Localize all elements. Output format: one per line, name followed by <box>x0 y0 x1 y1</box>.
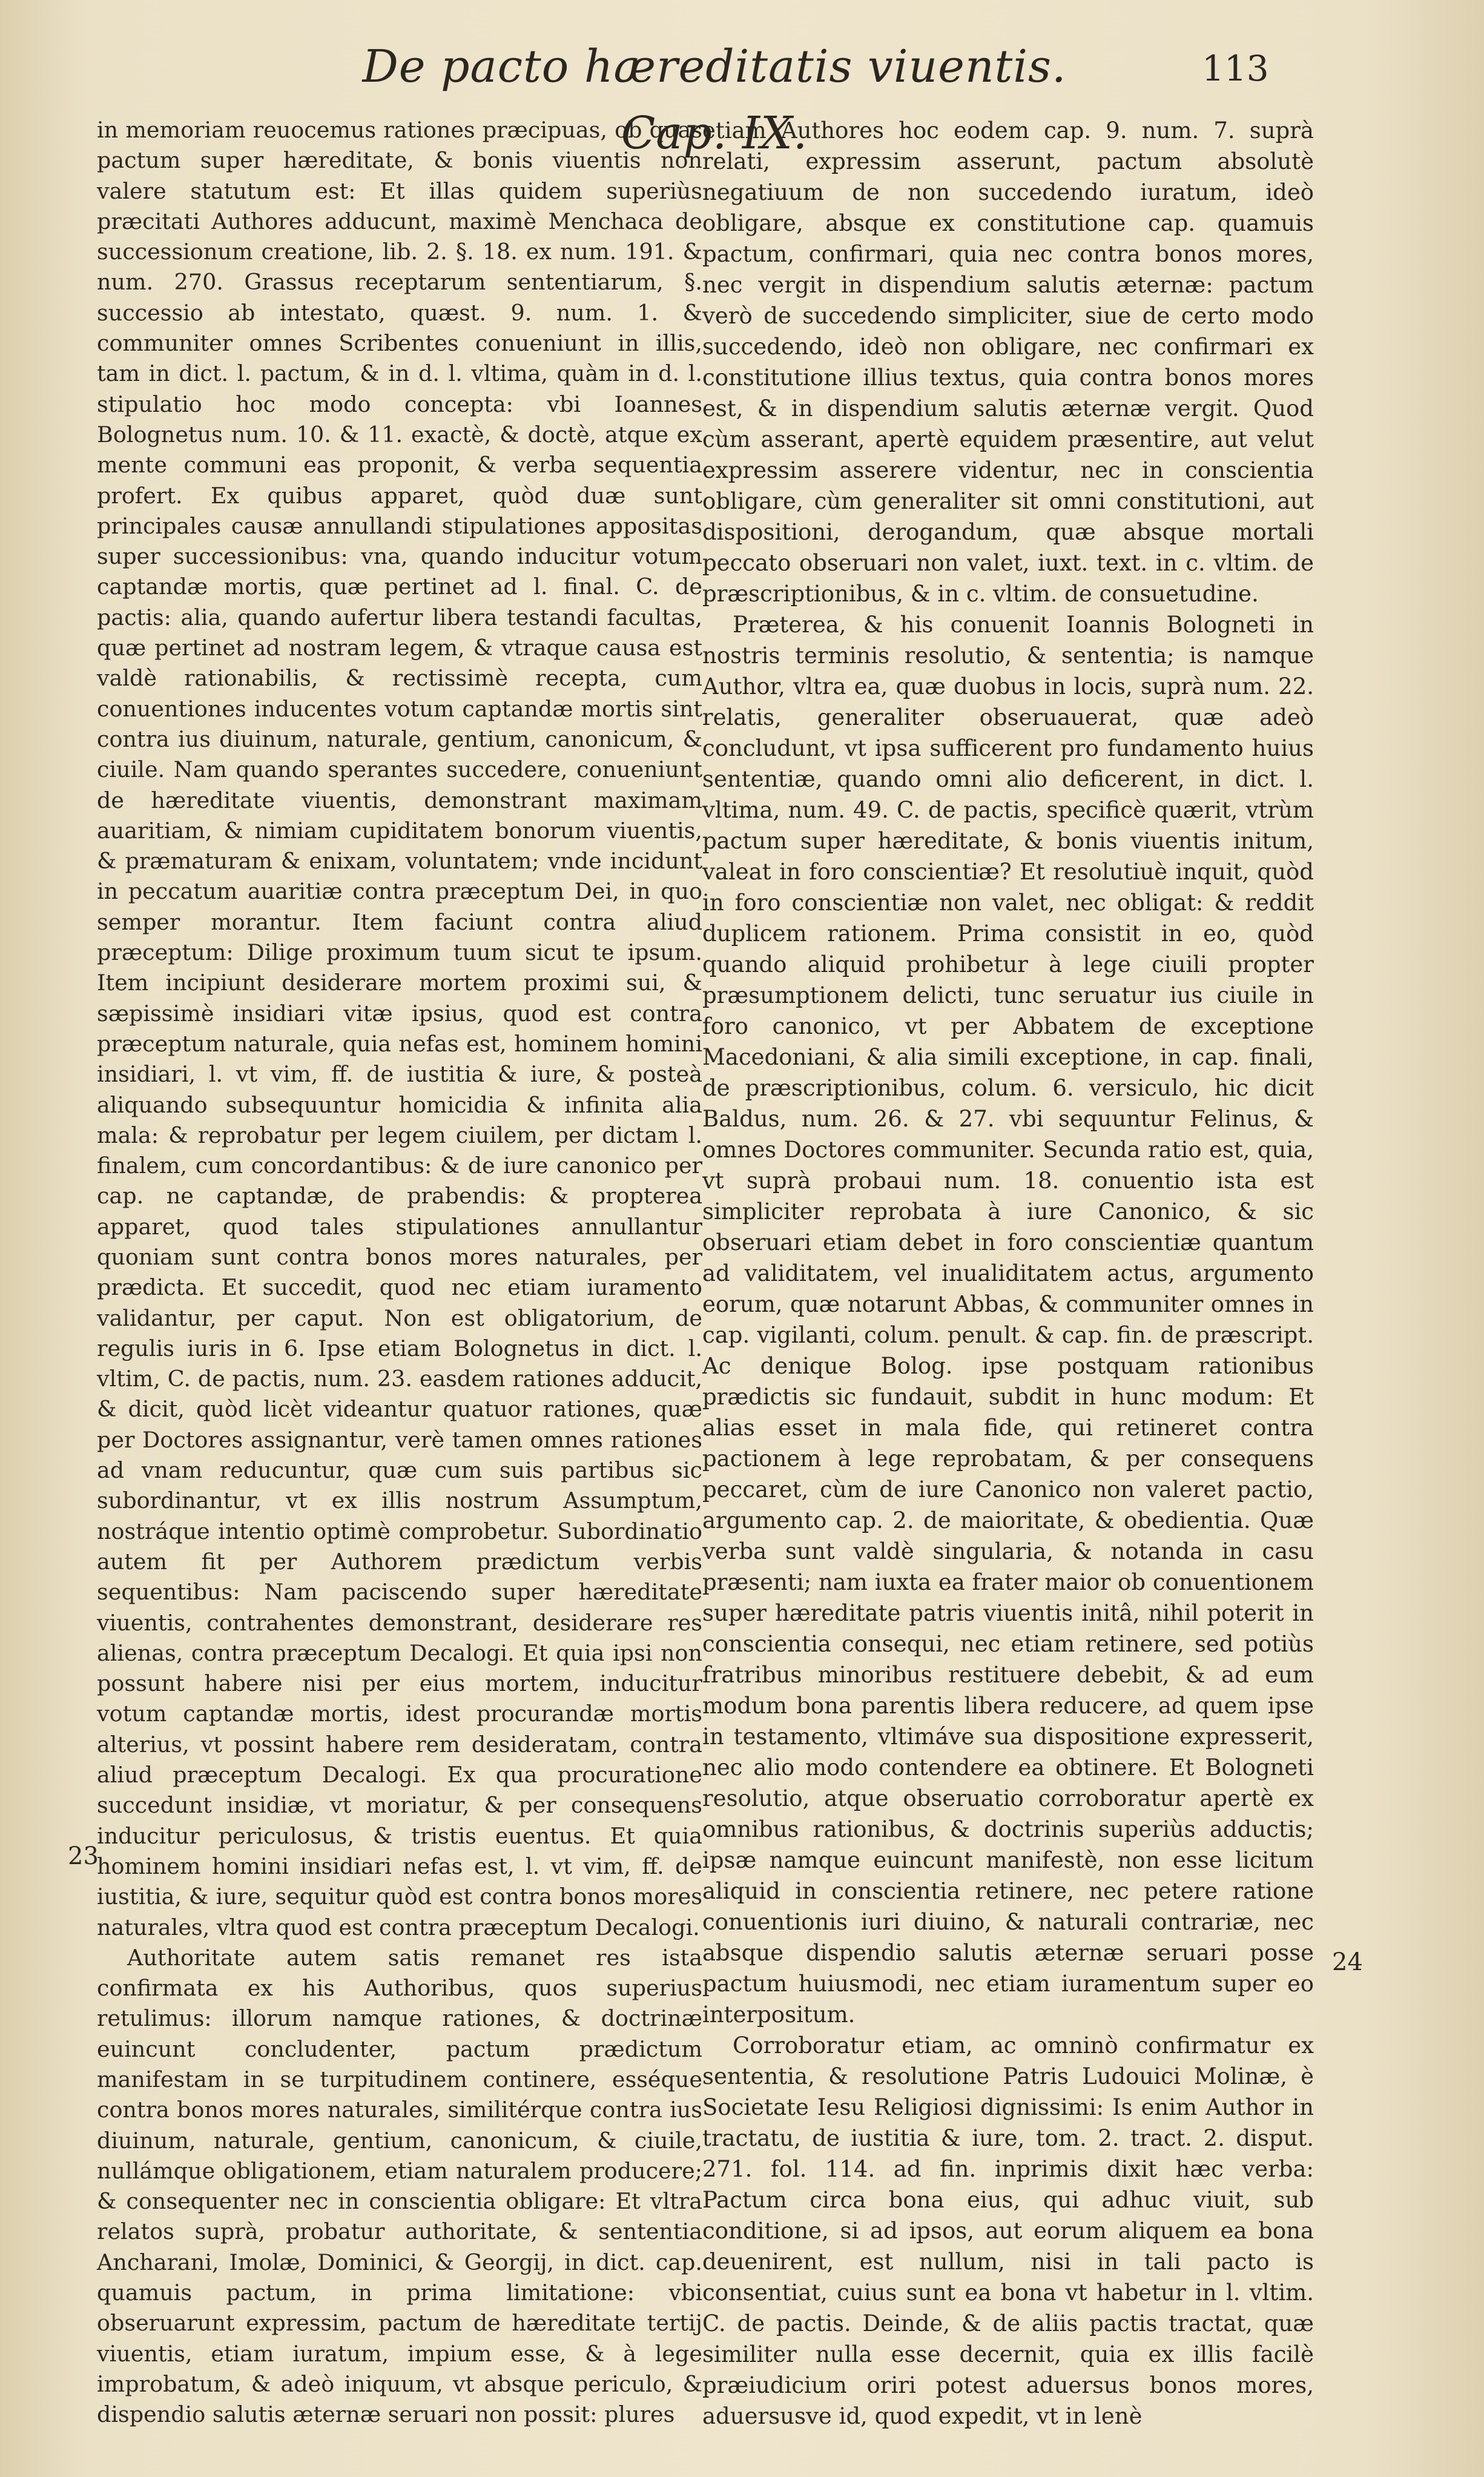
right-column <box>702 115 1314 2432</box>
page-header <box>0 33 1484 159</box>
margin-note-23: 23 <box>68 1842 99 1870</box>
right-paragraph-3: Corroboratur etiam, ac omninò confirmatur ex sententia, & resolutione Patris Ludouici Molinæ, è Societate Iesu Religiosi dignissimi: Is enim Author in tractatu, de iustitia & iure, tom. 2. tract. 2. disput. 271. fol. 114. ad fin. inprimis dixit hæc verba: Pactum circa bona eius, qui adhuc viuit, sub conditione, si ad ipsos, aut eorum aliquem ea bona deuenirent, est nullum, nisi in tali pacto is consentiat, cuius sunt ea bona vt habetur in l. vltim. C. de pactis. Deinde, & de aliis pactis tractat, quæ similiter nulla esse decernit, quia ex illis facilè præiudicium oriri potest aduersus bonos mores, aduersusve id, quod expedit, vt in lenè <box>702 2032 1314 2429</box>
page-number: 113 <box>1202 48 1269 89</box>
right-paragraph-1: etiam Authores hoc eodem cap. 9. num. 7. suprà relati, expressim asserunt, pactum absolutè negatiuum de non succedendo iuratum, ideò obligare, absque ex constitutione cap. quamuis pactum, confirmari, quia nec contra bonos mores, nec vergit in dispendium salutis æternæ: pactum verò de succedendo simpliciter, siue de certo modo succedendo, ideò non obligare, nec confirmari ex constitutione illius textus, quia contra bonos mores est, & in dispendium salutis æternæ vergit. Quod cùm asserant, apertè equidem præsentire, aut velut expressim asserere videntur, nec in conscientia obligare, cùm generaliter sit omni constitutioni, aut dispositioni, derogandum, quæ absque mortali peccato obseruari non valet, iuxt. text. in c. vltim. de præscriptionibus, & in c. vltim. de consuetudine. <box>702 117 1314 607</box>
right-paragraph-2: Præterea, & his conuenit Ioannis Bologneti in nostris terminis resolutio, & sententia; is namque Author, vltra ea, quæ duobus in locis, suprà num. 22. relatis, generaliter obseruauerat, quæ adeò concludunt, vt ipsa sufficerent pro fundamento huius sententiæ, quando omni alio deficerent, in dict. l. vltima, num. 49. C. de pactis, specificè quærit, vtrùm pactum super hæreditate, & bonis viuentis initum, valeat in foro conscientiæ? Et resolutiuè inquit, quòd in foro conscientiæ non valet, nec obligat: & reddit duplicem rationem. Prima consistit in eo, quòd quando aliquid prohibetur à lege ciuili propter præsumptionem delicti, tunc seruatur ius ciuile in foro canonico, vt per Abbatem de exceptione Macedoniani, & alia simili exceptione, in cap. finali, de præscriptionibus, colum. 6. versiculo, hic dicit Baldus, num. 26. & 27. vbi sequuntur Felinus, & omnes Doctores communiter. Secunda ratio est, quia, vt suprà probaui num. 18. conuentio ista est simpliciter reprobata à iure Canonico, & sic obseruari etiam debet in foro conscientiæ quantum ad validitatem, vel inualiditatem actus, argumento eorum, quæ notarunt Abbas, & communiter omnes in cap. vigilanti, colum. penult. & cap. fin. de præscript. Ac denique Bolog. ipse postquam rationibus prædictis sic fundauit, subdit in hunc modum: Et alias esset in mala fide, qui retineret contra pactionem à lege reprobatam, & per consequens peccaret, cùm de iure Canonico non valeret pactio, argumento cap. 2. de maioritate, & obedientia. Quæ verba sunt valdè singularia, & notanda in casu præsenti; nam iuxta ea frater maior ob conuentionem super hæreditate patris viuentis initâ, nihil poterit in conscientia consequi, nec etiam retinere, sed potiùs fratribus minoribus restituere debebit, & ad eum modum bona parentis libera reducere, ad quem ipse in testamento, vltimáve sua dispositione expresserit, nec alio modo contendere ea obtinere. Et Bologneti resolutio, atque obseruatio corroboratur apertè ex omnibus rationibus, & doctrinis superiùs adductis; ipsæ namque euincunt manifestè, non esse licitum aliquid in conscientia retinere, nec petere ratione conuentionis iuri diuino, & naturali contrariæ, nec absque dispendio salutis æternæ seruari posse pactum huiusmodi, nec etiam iuramentum super eo interpositum. <box>702 612 1314 2028</box>
left-paragraph-2: Authoritate autem satis remanet res ista confirmata ex his Authoribus, quos superius retulimus: illorum namque rationes, & doctrinæ euincunt concludenter, pactum prædictum manifestam in se turpitudinem continere, esséque contra bonos mores naturales, similitérque contra ius diuinum, naturale, gentium, canonicum, & ciuile, nullámque obligationem, etiam naturalem producere; & consequenter nec in conscientia obligare: Et vltra relatos suprà, probatur authoritate, & sententia Ancharani, Imolæ, Dominici, & Georgij, in dict. cap. quamuis pactum, in prima limitatione: vbi obseruarunt expressim, pactum de hæreditate tertij viuentis, etiam iuratum, impium esse, & à lege improbatum, & adeò iniquum, vt absque periculo, & dispendio salutis æternæ seruari non possit: plures <box>97 1944 702 2428</box>
left-column <box>97 115 702 2430</box>
left-paragraph-1: in memoriam reuocemus rationes præcipuas, ob quas pactum super hæreditate, & bonis viuentis non valere statutum est: Et illas quidem superiùs præcitati Authores adducunt, maximè Menchaca de successionum creatione, lib. 2. §. 18. ex num. 191. & num. 270. Grassus receptarum sententiarum, §. successio ab intestato, quæst. 9. num. 1. & communiter omnes Scribentes conueniunt in illis, tam in dict. l. pactum, & in d. l. vltima, quàm in d. l. stipulatio hoc modo concepta: vbi Ioannes Bolognetus num. 10. & 11. exactè, & doctè, atque ex mente communi eas proponit, & verba sequentia profert. Ex quibus apparet, quòd duæ sunt principales causæ annullandi stipulationes appositas super successionibus: vna, quando inducitur votum captandæ mortis, quæ pertinet ad l. final. C. de pactis: alia, quando aufertur libera testandi facultas, quæ pertinet ad nostram legem, & vtraque causa est valdè rationabilis, & rectissimè recepta, cum conuentiones inducentes votum captandæ mortis sint contra ius diuinum, naturale, gentium, canonicum, & ciuile. Nam quando sperantes succedere, conueniunt de hæreditate viuentis, demonstrant maximam auaritiam, & nimiam cupiditatem bonorum viuentis, & præmaturam & enixam, voluntatem; vnde incidunt in peccatum auaritiæ contra præceptum Dei, in quo semper morantur. Item faciunt contra aliud præceptum: Dilige proximum tuum sicut te ipsum. Item incipiunt desiderare mortem proximi sui, & sæpissimè insidiari vitæ ipsius, quod est contra præceptum naturale, quia nefas est, hominem homini insidiari, l. vt vim, ff. de iustitia & iure, & posteà aliquando subsequuntur homicidia & infinita alia mala: & reprobatur per legem ciuilem, per dictam l. finalem, cum concordantibus: & de iure canonico per cap. ne captandæ, de prabendis: & propterea apparet, quod tales stipulationes annullantur quoniam sunt contra bonos mores naturales, per prædicta. Et succedit, quod nec etiam iuramento validantur, per caput. Non est obligatorium, de regulis iuris in 6. Ipse etiam Bolognetus in dict. l. vltim, C. de pactis, num. 23. easdem rationes adducit, & dicit, quòd licèt videantur quatuor rationes, quæ per Doctores assignantur, verè tamen omnes rationes ad vnam reducuntur, quæ cum suis partibus sic subordinantur, vt ex illis nostrum Assumptum, nostráque intentio optimè comprobetur. Subordinatio autem fit per Authorem prædictum verbis sequentibus: Nam paciscendo super hæreditate viuentis, contrahentes demonstrant, desiderare res alienas, contra præceptum Decalogi. Et quia ipsi non possunt habere nisi per eius mortem, inducitur votum captandæ mortis, idest procurandæ mortis alterius, vt possint habere rem desideratam, contra aliud præceptum Decalogi. Ex qua procuratione succedunt insidiæ, vt moriatur, & per consequens inducitur periculosus, & tristis euentus. Et quia hominem homini insidiari nefas est, l. vt vim, ff. de iustitia, & iure, sequitur quòd est contra bonos mores naturales, vltra quod est contra præceptum Decalogi. <box>97 117 702 1940</box>
running-title: De pacto hæreditatis viuentis. Cap. IX. <box>362 41 1067 159</box>
margin-note-24: 24 <box>1332 1948 1363 1976</box>
